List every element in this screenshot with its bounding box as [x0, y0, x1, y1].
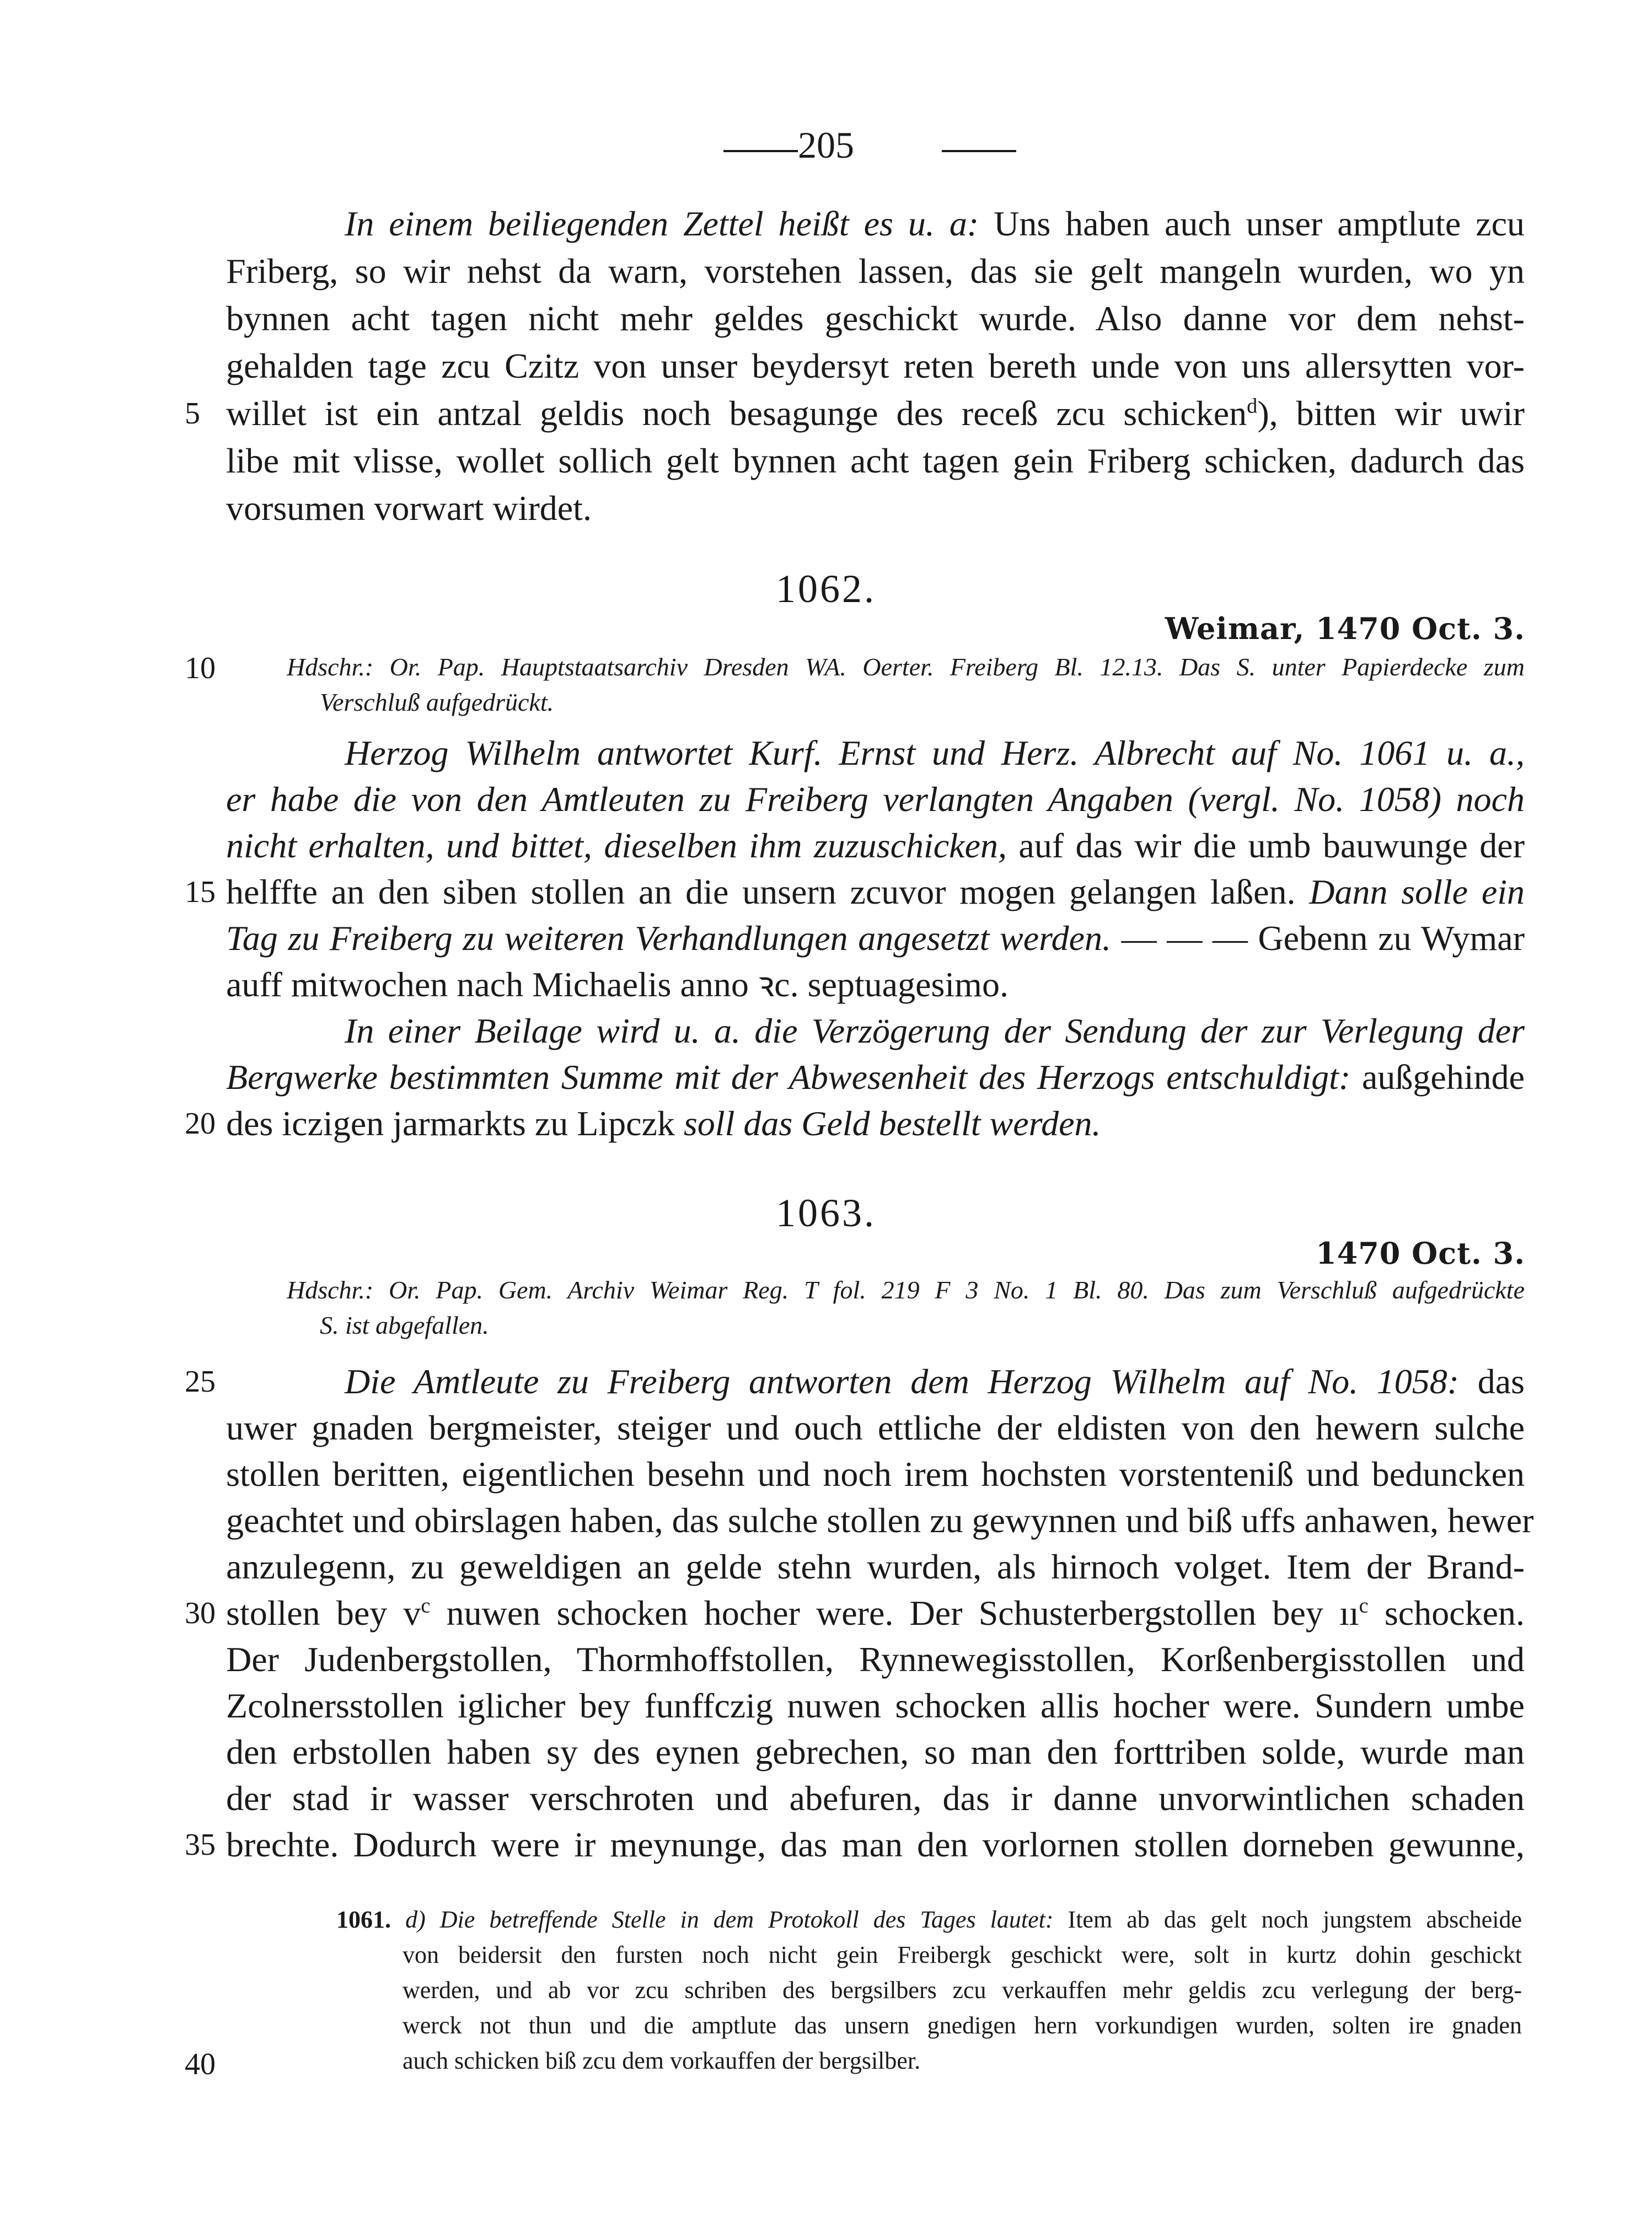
doc-1063-line-2: uwer gnaden bergmeister, steiger und ouch ettliche der eldisten von den hewern sulche — [226, 1408, 1525, 1447]
para1-line-1: In einem beiliegenden Zettel heißt es u. a: Uns haben auch unser amptlute zcu — [345, 204, 1525, 243]
line-number-40: 40 — [185, 2047, 216, 2081]
para1-line-2: Friberg, so wir nehst da warn, vorstehen lassen, das sie gelt mangeln wurden, wo yn — [226, 251, 1525, 291]
para1-line-7: vorsumen vorwart wirdet. — [226, 488, 592, 528]
page-number: 205 — [798, 124, 854, 166]
doc-1063-line-6: stollen bey $v^c$ nuwen schocken hocher were. Der Schusterbergstollen bey $ıı^c$ schocken. — [226, 1593, 1525, 1633]
doc-1063-line-3: stollen beritten, eigentlichen besehn und noch irem hochsten vorstenteniß und beduncken — [226, 1454, 1525, 1494]
para1-line-4: gehalden tage zcu Czitz von unser beydersyt reten bereth unde von uns allersytten vor- — [226, 346, 1525, 385]
footnote-line-2: von beidersit den fursten noch nicht gein Freibergk geschickt were, solt in kurtz dohin geschickt — [403, 1941, 1522, 1968]
header-rule-right — [942, 150, 1016, 152]
line-number-20: 20 — [185, 1107, 216, 1141]
doc-1062-line-2: er habe die von den Amtleuten zu Freiberg verlangten Angaben (vergl. No. 1058) noch — [226, 780, 1525, 819]
para1-line-5: willet ist ein antzal geldis noch besagunge des receß zcu schicken$^d$), bitten wir uwir — [226, 394, 1525, 433]
doc-1062-line-8: Bergwerke bestimmten Summe mit der Abwesenheit des Herzogs entschuldigt: außgehinde — [226, 1057, 1525, 1097]
doc-1063-line-1: Die Amtleute zu Freiberg antworten dem Herzog Wilhelm auf No. 1058: das — [345, 1362, 1525, 1401]
doc-1063-dateline: 1470 Oct. 3. — [1316, 1236, 1525, 1271]
doc-1062-source-line-2: Verschluß aufgedrückt. — [320, 688, 554, 716]
line-number-10: 10 — [185, 651, 216, 685]
doc-1063-line-7: Der Judenbergstollen, Thormhoffstollen, Rynnewegisstollen, Korßenbergisstollen und — [226, 1640, 1525, 1679]
doc-1062-line-1: Herzog Wilhelm antwortet Kurf. Ernst und Herz. Albrecht auf No. 1061 u. a., — [345, 733, 1525, 772]
doc-1062-line-3: nicht erhalten, und bittet, dieselben ihm zuzuschicken, auf das wir die umb bauwunge der — [226, 826, 1525, 865]
doc-1062-line-4: helffte an den siben stollen an die unsern zcuvor mogen gelangen laßen. Dann solle ein — [226, 872, 1525, 911]
line-number-15: 15 — [185, 875, 216, 909]
line-number-30: 30 — [185, 1596, 216, 1630]
doc-1063-line-5: anzulegenn, zu geweldigen an gelde stehn wurden, als hirnoch volget. Item der Brand- — [226, 1547, 1525, 1586]
doc-1062-dateline: Weimar, 1470 Oct. 3. — [1165, 611, 1525, 646]
line-number-35: 35 — [185, 1828, 216, 1862]
footnote-line-1: 1061. d) Die betreffende Stelle in dem Protokoll des Tages lautet: Item ab das gelt noch jungstem abscheide — [336, 1906, 1522, 1933]
doc-1062-line-7: In einer Beilage wird u. a. die Verzögerung der Sendung der zur Verlegung der — [345, 1011, 1525, 1050]
footnote-line-4: werck not thun und die amptlute das unsern gnedigen hern vorkundigen wurden, solten ire gnaden — [403, 2012, 1522, 2039]
doc-1063-line-9: den erbstollen haben sy des eynen gebrechen, so man den forttriben solde, wurde man — [226, 1732, 1525, 1771]
doc-1062-source-line-1: Hdschr.: Or. Pap. Hauptstaatsarchiv Dresden WA. Oerter. Freiberg Bl. 12.13. Das S. unter Papierdecke zum — [287, 653, 1525, 681]
line-number-5: 5 — [185, 396, 200, 431]
para1-line-6: libe mit vlisse, wollet sollich gelt bynnen acht tagen gein Friberg schicken, dadurch das — [226, 441, 1525, 480]
doc-1063-source-line-2: S. ist abgefallen. — [320, 1311, 489, 1339]
footnote-line-5: auch schicken biß zcu dem vorkauffen der bergsilber. — [403, 2047, 921, 2074]
para1-line-3: bynnen acht tagen nicht mehr geldes geschickt wurde. Also danne vor dem nehst- — [226, 299, 1525, 338]
doc-1063-source-line-1: Hdschr.: Or. Pap. Gem. Archiv Weimar Reg. T fol. 219 F 3 No. 1 Bl. 80. Das zum Verschluß aufgedrückte — [287, 1276, 1525, 1304]
doc-1062-line-5: Tag zu Freiberg zu weiteren Verhandlungen angesetzt werden. — — — Gebenn zu Wymar — [226, 919, 1525, 958]
doc-1063-line-4: geachtet und obirslagen haben, das sulche stollen zu gewynnen und biß uffs anhawen, hewer — [226, 1501, 1534, 1540]
doc-1063-line-10: der stad ir wasser verschroten und abefuren, das ir danne unvorwintlichen schaden — [226, 1779, 1525, 1818]
doc-1062-line-6: auff mitwochen nach Michaelis anno ꝛc. septuagesimo. — [226, 965, 1009, 1004]
doc-1063-line-8: Zcolnersstollen iglicher bey funffczig nuwen schocken allis hocher were. Sundern umbe — [226, 1686, 1525, 1725]
doc-1063-number: 1063. — [776, 1191, 876, 1235]
footnote-line-3: werden, und ab vor zcu schriben des bergsilbers zcu verkauffen mehr geldis zcu verlegung der berg- — [403, 1977, 1522, 2004]
doc-1062-line-9: des iczigen jarmarkts zu Lipczk soll das Geld bestellt werden. — [226, 1104, 1101, 1143]
doc-1063-line-11: brechte. Dodurch were ir meynunge, das man den vorlornen stollen dorneben gewunne, — [226, 1825, 1525, 1864]
line-number-25: 25 — [185, 1365, 216, 1399]
doc-1062-number: 1062. — [776, 567, 876, 611]
